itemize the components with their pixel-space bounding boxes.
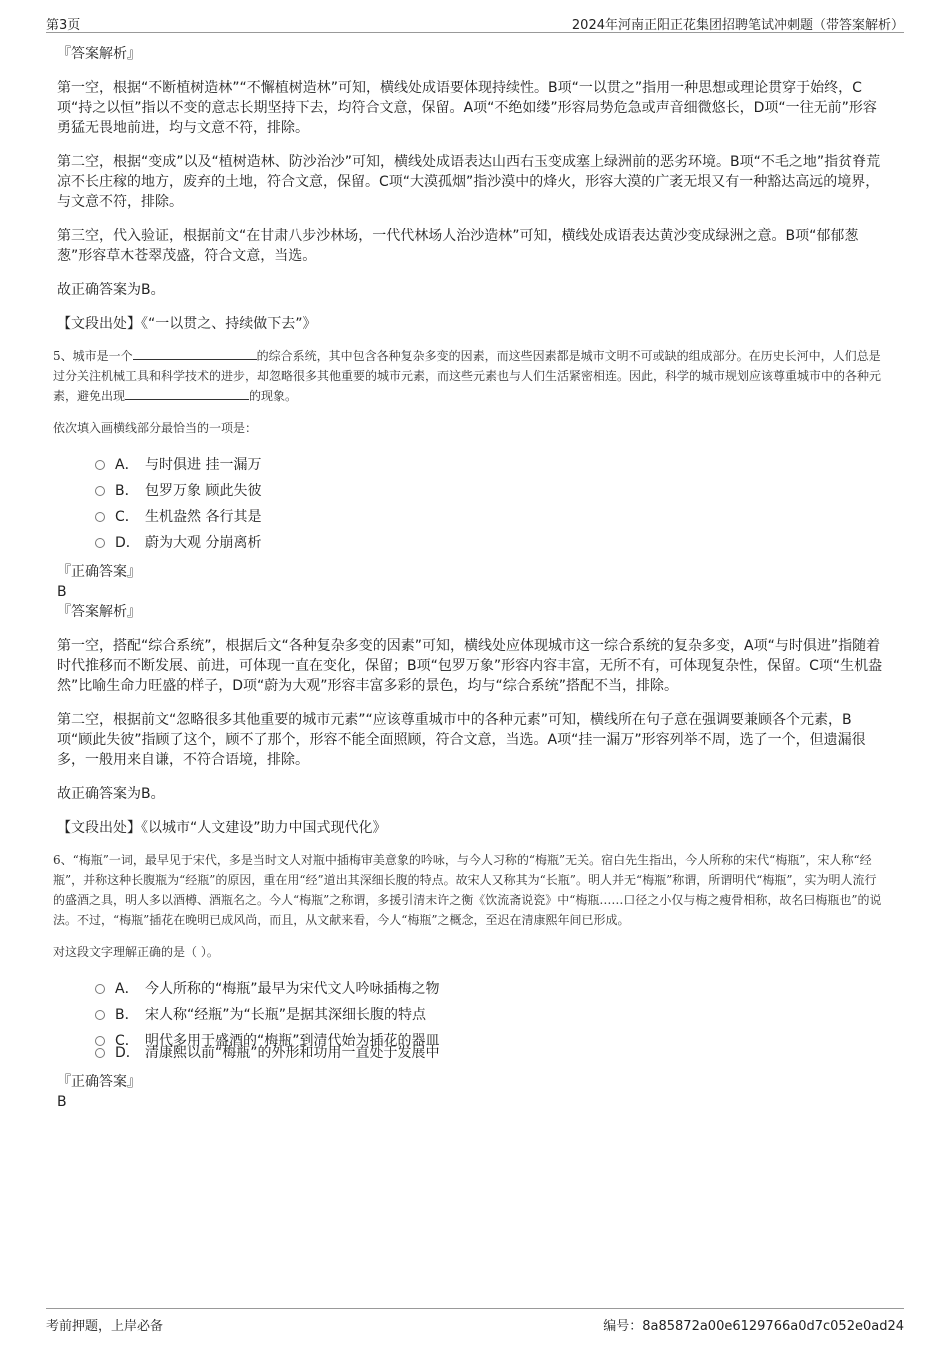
option-a[interactable]: A． 与时俱进 挂一漏万 bbox=[95, 452, 884, 478]
fill-blank-2 bbox=[125, 387, 249, 400]
correct-answer: B bbox=[57, 1094, 67, 1110]
radio-icon[interactable] bbox=[95, 538, 105, 548]
analysis-label: 『答案解析』 bbox=[57, 604, 141, 620]
page-header bbox=[46, 10, 904, 33]
document-id: 编号：8a85872a00e6129766a0d7c052e0ad24 bbox=[603, 1319, 904, 1334]
radio-icon[interactable] bbox=[95, 486, 105, 496]
analysis-label: 『答案解析』 bbox=[57, 46, 141, 62]
option-a[interactable]: A． 今人所称的“梅瓶”最早为宋代文人吟咏插梅之物 bbox=[95, 976, 884, 1002]
question-5-options bbox=[95, 452, 884, 556]
radio-icon[interactable] bbox=[95, 1048, 105, 1058]
source-citation: 【文段出处】《“一以贯之、持续做下去”》 bbox=[57, 316, 317, 332]
radio-icon[interactable] bbox=[95, 512, 105, 522]
option-b[interactable]: B． 宋人称“经瓶”为“长瓶”是据其深细长腹的特点 bbox=[95, 1002, 884, 1028]
document-title: 2024年河南正阳正花集团招聘笔试冲刺题（带答案解析） bbox=[571, 18, 904, 33]
option-b[interactable]: B． 包罗万象 顾此失彼 bbox=[95, 478, 884, 504]
analysis-paragraph-2: 第二空，根据前文“忽略很多其他重要的城市元素”“应该尊重城市中的各种元素”可知，横线所在句子意在强调要兼顾各个元素，B项“顾此失彼”指顾了这个，顾不了那个，形容不能全面照顾，符合文意，当选。A项“挂一漏万”形容列举不周，选了一个，但遗漏很多，一般用来自谦，不符合语境，排除。 bbox=[57, 712, 866, 768]
source-citation: 【文段出处】《以城市“人文建设”助力中国式现代化》 bbox=[57, 820, 387, 836]
option-c[interactable]: C． 明代多用于盛酒的“梅瓶”到清代始为插花的器皿 bbox=[95, 1028, 884, 1040]
radio-icon[interactable] bbox=[95, 460, 105, 470]
radio-icon[interactable] bbox=[95, 984, 105, 994]
fill-blank-1 bbox=[133, 347, 257, 360]
option-d[interactable]: D． 清康熙以前“梅瓶”的外形和功用一直处于发展中 bbox=[95, 1040, 884, 1066]
radio-icon[interactable] bbox=[95, 1010, 105, 1020]
conclusion: 故正确答案为B。 bbox=[57, 786, 165, 802]
option-d[interactable]: D． 蔚为大观 分崩离析 bbox=[95, 530, 884, 556]
question-6-text: 6、“梅瓶”一词，最早见于宋代，多是当时文人对瓶中插梅审美意象的吟咏，与今人习称的“梅瓶”无关。宿白先生指出，今人所称的宋代“梅瓶”，宋人称“经瓶”，并称这种长腹瓶为“经瓶”的原因，重在用“经”道出其深细长腹的特点。故宋人又称其为“长瓶”。明人并无“梅瓶”称谓，所谓明代“梅瓶”，实为明人流行的盛酒之具，明人多以酒樽、酒瓶名之。今人“梅瓶”之称谓，多援引清末许之衡《饮流斋说瓷》中“梅瓶……口径之小仅与梅之瘦骨相称，故名曰梅瓶也”的说法。不过，“梅瓶”插花在晚明已成风尚，而且，从文献来看，今人“梅瓶”之概念，至迟在清康熙年间已形成。 bbox=[53, 853, 882, 927]
page-footer bbox=[46, 1308, 904, 1335]
footer-slogan: 考前押题，上岸必备 bbox=[46, 1319, 164, 1334]
conclusion: 故正确答案为B。 bbox=[57, 282, 165, 298]
correct-answer-label: 『正确答案』 bbox=[57, 1074, 141, 1090]
analysis-paragraph-2: 第二空，根据“变成”以及“植树造林、防沙治沙”可知，横线处成语表达山西右玉变成塞上绿洲前的恶劣环境。B项“不毛之地”指贫脊荒凉不长庄稼的地方，废弃的土地，符合文意，保留。C项“大漠孤烟”指沙漠中的烽火，形容大漠的广袤无垠又有一种豁达高远的境界，与文意不符，排除。 bbox=[57, 154, 881, 210]
analysis-paragraph-3: 第三空，代入验证，根据前文“在甘肃八步沙林场，一代代林场人治沙造林”可知，横线处成语表达黄沙变成绿洲之意。B项“郁郁葱葱”形容草木苍翠茂盛，符合文意，当选。 bbox=[57, 228, 859, 264]
question-5-prompt: 依次填入画横线部分最恰当的一项是： bbox=[53, 421, 258, 435]
page-number: 第3页 bbox=[46, 18, 81, 33]
analysis-paragraph-1: 第一空，根据“不断植树造林”“不懈植树造林”可知，横线处成语要体现持续性。B项“一以贯之”指用一种思想或理论贯穿于始终，C项“持之以恒”指以不变的意志长期坚持下去，均符合文意，保留。A项“不绝如缕”形容局势危急或声音细微悠长，D项“一往无前”形容勇猛无畏地前进，均与文意不符，排除。 bbox=[57, 80, 877, 136]
question-6-prompt: 对这段文字理解正确的是（ ）。 bbox=[53, 945, 219, 959]
question-5-text: 5、城市是一个 的综合系统，其中包含各种复杂多变的因素，而这些因素都是城市文明不可或缺的组成部分。在历史长河中，人们总是过分关注机械工具和科学技术的进步，却忽略很多其他重要的城市元素，而这些元素也与人们生活紧密相连。因此，科学的城市规划应该尊重城市中的各种元素，避免出现 的现象。 bbox=[53, 349, 882, 403]
correct-answer: B bbox=[57, 584, 67, 600]
option-c[interactable]: C． 生机盎然 各行其是 bbox=[95, 504, 884, 530]
correct-answer-label: 『正确答案』 bbox=[57, 564, 141, 580]
question-6-options bbox=[95, 976, 884, 1066]
analysis-paragraph-1: 第一空，搭配“综合系统”，根据后文“各种复杂多变的因素”可知，横线处应体现城市这一综合系统的复杂多变，A项“与时俱进”指随着时代推移而不断发展、前进，可体现一直在变化，保留；B项“包罗万象”形容内容丰富，无所不有，可体现复杂性，保留。C项“生机盎然”比喻生命力旺盛的样子，D项“蔚为大观”形容丰富多彩的景色，均与“综合系统”搭配不当，排除。 bbox=[57, 638, 883, 694]
page-content bbox=[53, 44, 884, 1112]
